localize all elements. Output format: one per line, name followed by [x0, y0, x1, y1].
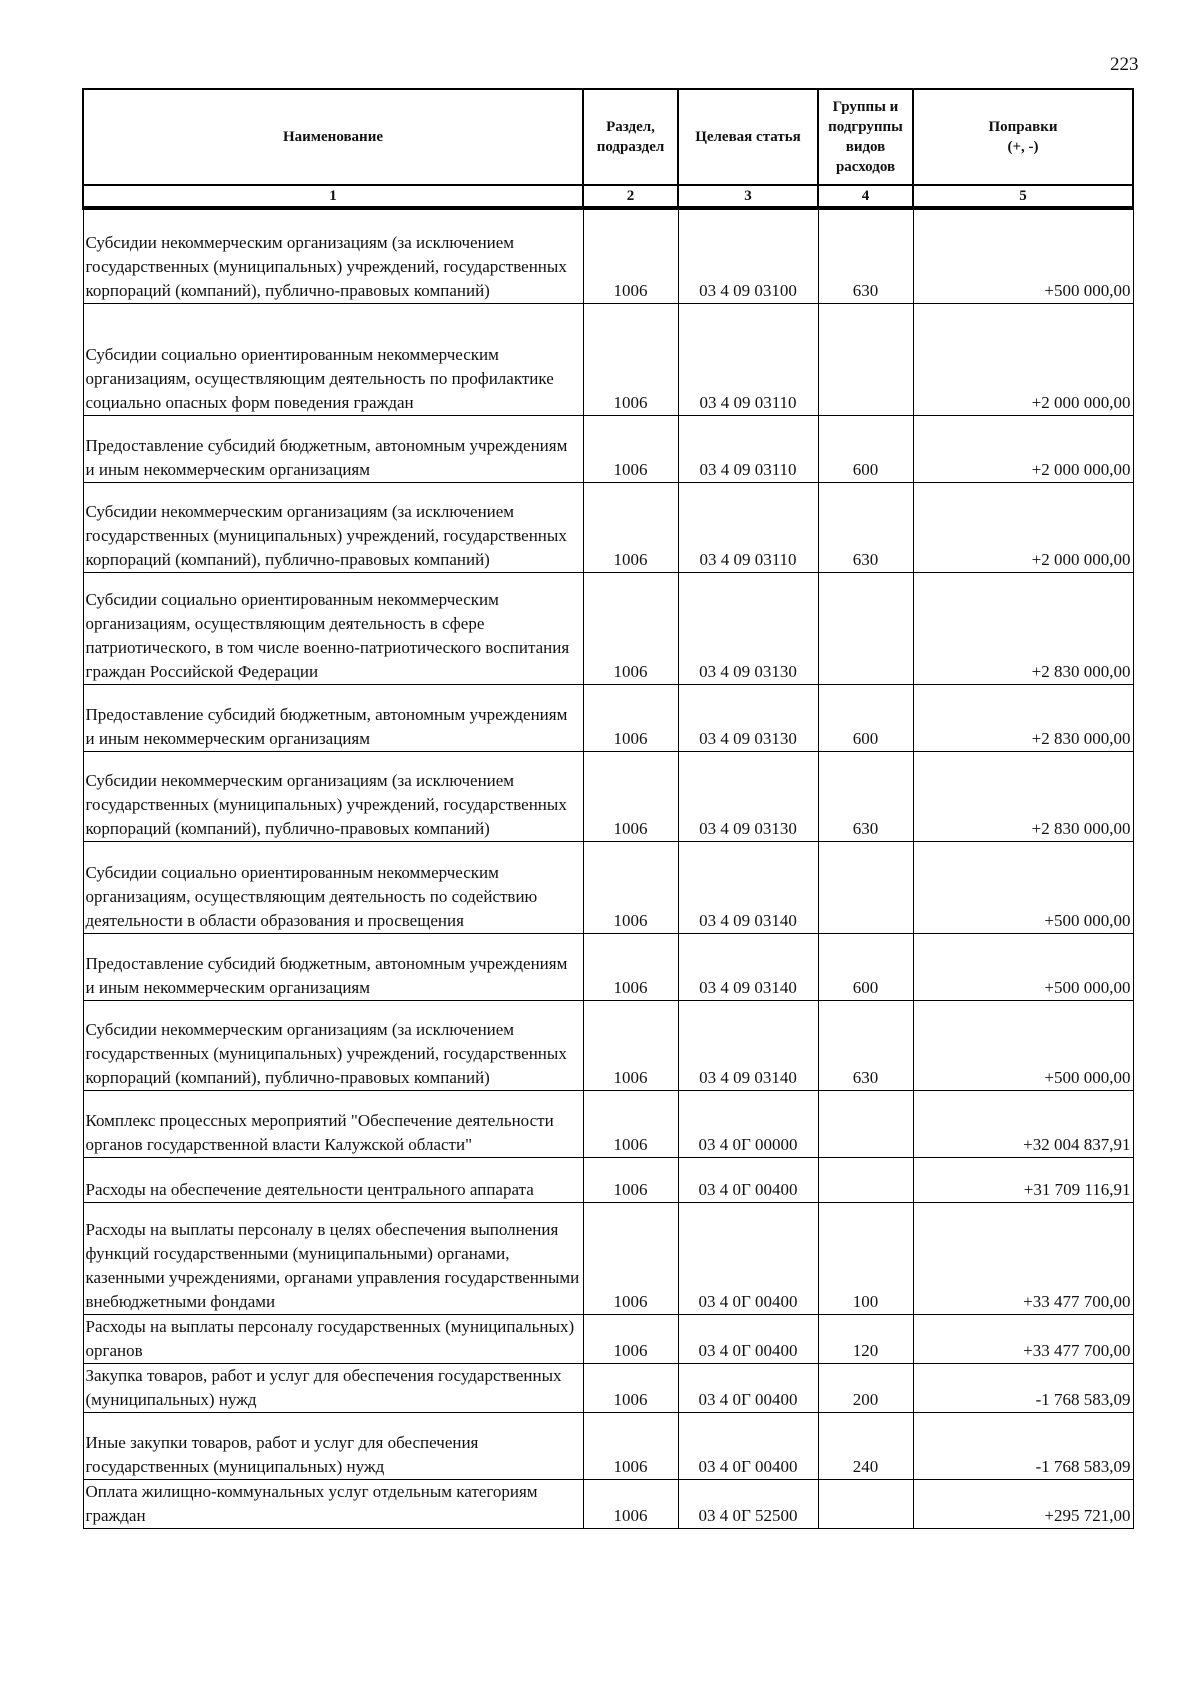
row-target: 03 4 09 03140 — [678, 841, 818, 933]
row-target: 03 4 09 03130 — [678, 572, 818, 684]
row-section: 1006 — [583, 1000, 678, 1090]
row-group — [818, 303, 913, 415]
table-row — [83, 1363, 1133, 1412]
row-name: Комплекс процессных мероприятий "Обеспечение деятельности органов государственной власти Калужской области" — [83, 1090, 583, 1157]
row-target: 03 4 09 03140 — [678, 933, 818, 1000]
column-number: 2 — [583, 185, 678, 208]
table-row — [83, 415, 1133, 482]
row-group: 600 — [818, 684, 913, 751]
column-number: 5 — [913, 185, 1133, 208]
row-section: 1006 — [583, 1090, 678, 1157]
header-groups-line: видов — [845, 139, 886, 155]
table-row — [83, 1479, 1133, 1528]
row-amount: +33 477 700,00 — [913, 1202, 1133, 1314]
row-amount: +32 004 837,91 — [913, 1090, 1133, 1157]
table-row — [83, 482, 1133, 572]
row-amount: +31 709 116,91 — [913, 1157, 1133, 1202]
table-row — [83, 1157, 1133, 1202]
row-target: 03 4 0Г 00400 — [678, 1202, 818, 1314]
row-group: 120 — [818, 1314, 913, 1363]
row-group — [818, 572, 913, 684]
row-group: 630 — [818, 208, 913, 303]
row-target: 03 4 09 03110 — [678, 303, 818, 415]
row-amount: +500 000,00 — [913, 933, 1133, 1000]
table-row — [83, 303, 1133, 415]
row-group — [818, 841, 913, 933]
row-section: 1006 — [583, 303, 678, 415]
row-target: 03 4 0Г 00000 — [678, 1090, 818, 1157]
row-name: Субсидии некоммерческим организациям (за исключением государственных (муниципальных) учреждений, государственных корпораций (компаний), публично-правовых компаний) — [83, 208, 583, 303]
row-section: 1006 — [583, 572, 678, 684]
row-name: Расходы на обеспечение деятельности центрального аппарата — [83, 1157, 583, 1202]
header-amendments-line: (+, -) — [1007, 139, 1039, 155]
row-amount: +2 000 000,00 — [913, 303, 1133, 415]
row-section: 1006 — [583, 751, 678, 841]
header-name: Наименование — [83, 89, 583, 185]
table-row — [83, 1412, 1133, 1479]
row-amount: -1 768 583,09 — [913, 1363, 1133, 1412]
row-target: 03 4 09 03130 — [678, 684, 818, 751]
table-row — [83, 1202, 1133, 1314]
row-target: 03 4 0Г 00400 — [678, 1314, 818, 1363]
header-section-line: подраздел — [596, 139, 665, 155]
table-row — [83, 1090, 1133, 1157]
column-number: 3 — [678, 185, 818, 208]
row-amount: +295 721,00 — [913, 1479, 1133, 1528]
row-name: Субсидии некоммерческим организациям (за исключением государственных (муниципальных) учреждений, государственных корпораций (компаний), публично-правовых компаний) — [83, 1000, 583, 1090]
column-number: 4 — [818, 185, 913, 208]
row-name: Закупка товаров, работ и услуг для обеспечения государственных (муниципальных) нужд — [83, 1363, 583, 1412]
row-section: 1006 — [583, 1157, 678, 1202]
table-header-row — [83, 89, 1133, 185]
header-amendments-line: Поправки — [988, 118, 1058, 135]
table-row — [83, 1000, 1133, 1090]
row-section: 1006 — [583, 1314, 678, 1363]
row-section: 1006 — [583, 1363, 678, 1412]
row-section: 1006 — [583, 1412, 678, 1479]
row-group: 100 — [818, 1202, 913, 1314]
budget-amendments-table — [82, 88, 1134, 1529]
table-row — [83, 1314, 1133, 1363]
row-target: 03 4 09 03140 — [678, 1000, 818, 1090]
row-target: 03 4 09 03130 — [678, 751, 818, 841]
header-section-line: Раздел, — [606, 118, 655, 135]
row-section: 1006 — [583, 482, 678, 572]
row-target: 03 4 09 03110 — [678, 415, 818, 482]
row-group — [818, 1157, 913, 1202]
row-amount: +500 000,00 — [913, 208, 1133, 303]
row-name: Субсидии социально ориентированным некоммерческим организациям, осуществляющим деятельность в сфере патриотического, в том числе военно-патриотического воспитания граждан Российской Федерации — [83, 572, 583, 684]
row-name: Оплата жилищно-коммунальных услуг отдельным категориям граждан — [83, 1479, 583, 1528]
row-section: 1006 — [583, 933, 678, 1000]
table-row — [83, 751, 1133, 841]
header-groups-line: Группы и — [832, 98, 899, 115]
row-name: Субсидии социально ориентированным некоммерческим организациям, осуществляющим деятельность по профилактике социально опасных форм поведения граждан — [83, 303, 583, 415]
table-row — [83, 572, 1133, 684]
row-group — [818, 1479, 913, 1528]
row-amount: +2 000 000,00 — [913, 415, 1133, 482]
row-section: 1006 — [583, 841, 678, 933]
row-name: Субсидии некоммерческим организациям (за исключением государственных (муниципальных) учреждений, государственных корпораций (компаний), публично-правовых компаний) — [83, 482, 583, 572]
row-target: 03 4 0Г 00400 — [678, 1363, 818, 1412]
row-amount: +2 830 000,00 — [913, 684, 1133, 751]
header-groups — [818, 89, 913, 185]
row-target: 03 4 09 03100 — [678, 208, 818, 303]
row-name: Предоставление субсидий бюджетным, автономным учреждениям и иным некоммерческим организациям — [83, 684, 583, 751]
row-name: Иные закупки товаров, работ и услуг для обеспечения государственных (муниципальных) нужд — [83, 1412, 583, 1479]
header-section — [583, 89, 678, 185]
row-amount: +500 000,00 — [913, 841, 1133, 933]
row-section: 1006 — [583, 415, 678, 482]
row-target: 03 4 0Г 00400 — [678, 1157, 818, 1202]
column-number-row — [83, 185, 1133, 208]
row-group: 200 — [818, 1363, 913, 1412]
header-amendments — [913, 89, 1133, 185]
row-group: 630 — [818, 482, 913, 572]
row-name: Предоставление субсидий бюджетным, автономным учреждениям и иным некоммерческим организациям — [83, 415, 583, 482]
row-section: 1006 — [583, 1479, 678, 1528]
row-group: 630 — [818, 1000, 913, 1090]
row-amount: +33 477 700,00 — [913, 1314, 1133, 1363]
row-target: 03 4 0Г 00400 — [678, 1412, 818, 1479]
header-target: Целевая статья — [678, 89, 818, 185]
table-row — [83, 933, 1133, 1000]
row-amount: +500 000,00 — [913, 1000, 1133, 1090]
row-group: 240 — [818, 1412, 913, 1479]
row-name: Субсидии некоммерческим организациям (за исключением государственных (муниципальных) учреждений, государственных корпораций (компаний), публично-правовых компаний) — [83, 751, 583, 841]
row-target: 03 4 0Г 52500 — [678, 1479, 818, 1528]
header-groups-line: расходов — [835, 159, 896, 176]
row-amount: +2 000 000,00 — [913, 482, 1133, 572]
row-target: 03 4 09 03110 — [678, 482, 818, 572]
header-groups-line: подгруппы — [828, 118, 903, 135]
row-name: Субсидии социально ориентированным некоммерческим организациям, осуществляющим деятельность по содействию деятельности в области образования и просвещения — [83, 841, 583, 933]
column-number: 1 — [83, 185, 583, 208]
row-group — [818, 1090, 913, 1157]
row-group: 630 — [818, 751, 913, 841]
row-amount: +2 830 000,00 — [913, 751, 1133, 841]
row-name: Расходы на выплаты персоналу государственных (муниципальных) органов — [83, 1314, 583, 1363]
table-row — [83, 684, 1133, 751]
row-group: 600 — [818, 933, 913, 1000]
row-section: 1006 — [583, 684, 678, 751]
row-amount: +2 830 000,00 — [913, 572, 1133, 684]
table-row — [83, 208, 1133, 303]
row-section: 1006 — [583, 208, 678, 303]
row-group: 600 — [818, 415, 913, 482]
row-name: Расходы на выплаты персоналу в целях обеспечения выполнения функций государственными (муниципальными) органами, казенными учреждениями, органами управления государственными внебюджетными фондами — [83, 1202, 583, 1314]
row-amount: -1 768 583,09 — [913, 1412, 1133, 1479]
page-number: 223 — [1110, 54, 1139, 75]
table-row — [83, 841, 1133, 933]
row-section: 1006 — [583, 1202, 678, 1314]
row-name: Предоставление субсидий бюджетным, автономным учреждениям и иным некоммерческим организациям — [83, 933, 583, 1000]
